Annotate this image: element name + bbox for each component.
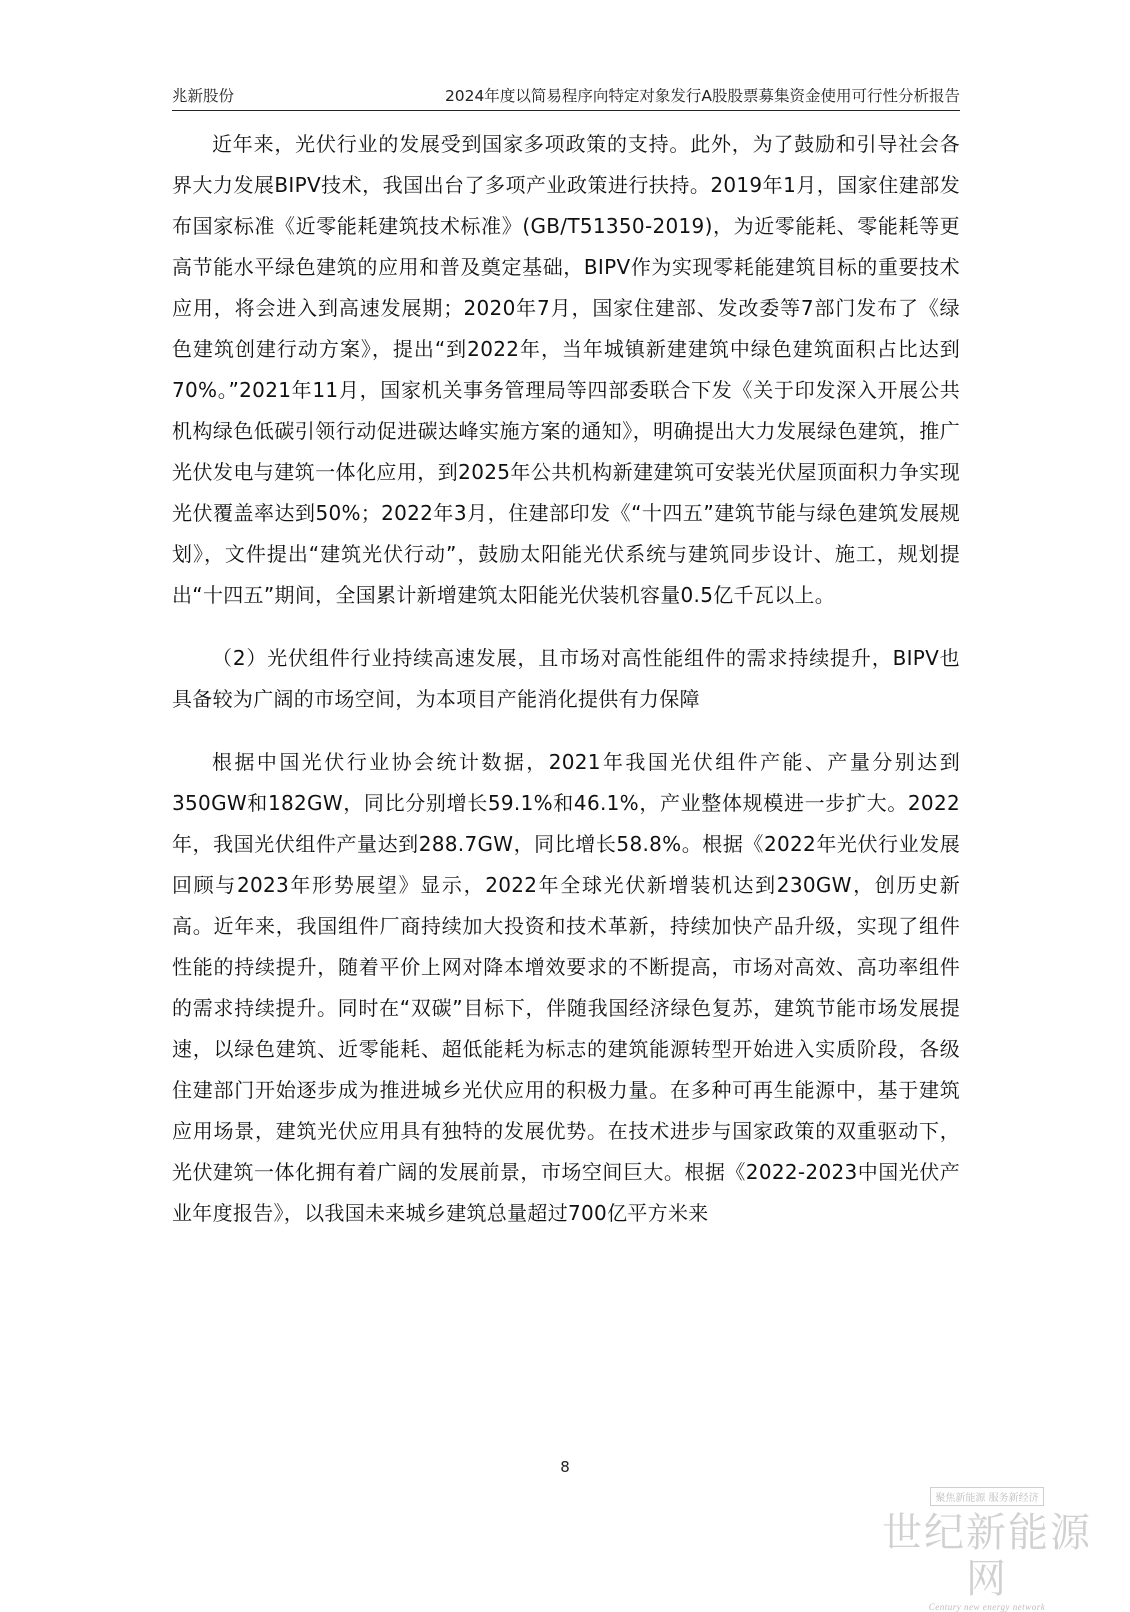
- header-report-title: 2024年度以简易程序向特定对象发行A股股票募集资金使用可行性分析报告: [444, 87, 960, 105]
- watermark-name: 世纪新能源网: [882, 1510, 1092, 1602]
- page-header: [172, 76, 960, 111]
- section-heading: （2）光伏组件行业持续高速发展，且市场对高性能组件的需求持续提升，BIPV也具备较为广阔的市场空间，为本项目产能消化提供有力保障: [172, 646, 960, 711]
- header-company: 兆新股份: [172, 87, 235, 105]
- page-number: 8: [560, 1458, 570, 1476]
- document-body: [172, 124, 960, 1234]
- watermark-logo: [882, 1486, 1092, 1612]
- watermark-tagline: 聚焦新能源 服务新经济: [930, 1487, 1043, 1506]
- body-paragraph: 近年来，光伏行业的发展受到国家多项政策的支持。此外，为了鼓励和引导社会各界大力发展BIPV技术，我国出台了多项产业政策进行扶持。2019年1月，国家住建部发布国家标准《近零能耗建筑技术标准》(GB/T51350-2019)，为近零能耗、零能耗等更高节能水平绿色建筑的应用和普及奠定基础，BIPV作为实现零耗能建筑目标的重要技术应用，将会进入到高速发展期；2020年7月，国家住建部、发改委等7部门发布了《绿色建筑创建行动方案》，提出“到2022年，当年城镇新建建筑中绿色建筑面积占比达到70%。”2021年11月，国家机关事务管理局等四部委联合下发《关于印发深入开展公共机构绿色低碳引领行动促进碳达峰实施方案的通知》，明确提出大力发展绿色建筑，推广光伏发电与建筑一体化应用，到2025年公共机构新建建筑可安装光伏屋顶面积力争实现光伏覆盖率达到50%；2022年3月，住建部印发《“十四五”建筑节能与绿色建筑发展规划》，文件提出“建筑光伏行动”，鼓励太阳能光伏系统与建筑同步设计、施工，规划提出“十四五”期间，全国累计新增建筑太阳能光伏装机容量0.5亿千瓦以上。: [172, 132, 960, 607]
- body-paragraph: 根据中国光伏行业协会统计数据，2021年我国光伏组件产能、产量分别达到350GW和182GW，同比分别增长59.1%和46.1%，产业整体规模进一步扩大。2022年，我国光伏组件产量达到288.7GW，同比增长58.8%。根据《2022年光伏行业发展回顾与2023年形势展望》显示，2022年全球光伏新增装机达到230GW，创历史新高。近年来，我国组件厂商持续加大投资和技术革新，持续加快产品升级，实现了组件性能的持续提升，随着平价上网对降本增效要求的不断提高，市场对高效、高功率组件的需求持续提升。同时在“双碳”目标下，伴随我国经济绿色复苏，建筑节能市场发展提速，以绿色建筑、近零能耗、超低能耗为标志的建筑能源转型开始进入实质阶段，各级住建部门开始逐步成为推进城乡光伏应用的积极力量。在多种可再生能源中，基于建筑应用场景，建筑光伏应用具有独特的发展优势。在技术进步与国家政策的双重驱动下，光伏建筑一体化拥有着广阔的发展前景，市场空间巨大。根据《2022-2023中国光伏产业年度报告》，以我国未来城乡建筑总量超过700亿平方米来: [172, 750, 960, 1225]
- watermark-name-en: Century new energy network: [928, 1602, 1046, 1612]
